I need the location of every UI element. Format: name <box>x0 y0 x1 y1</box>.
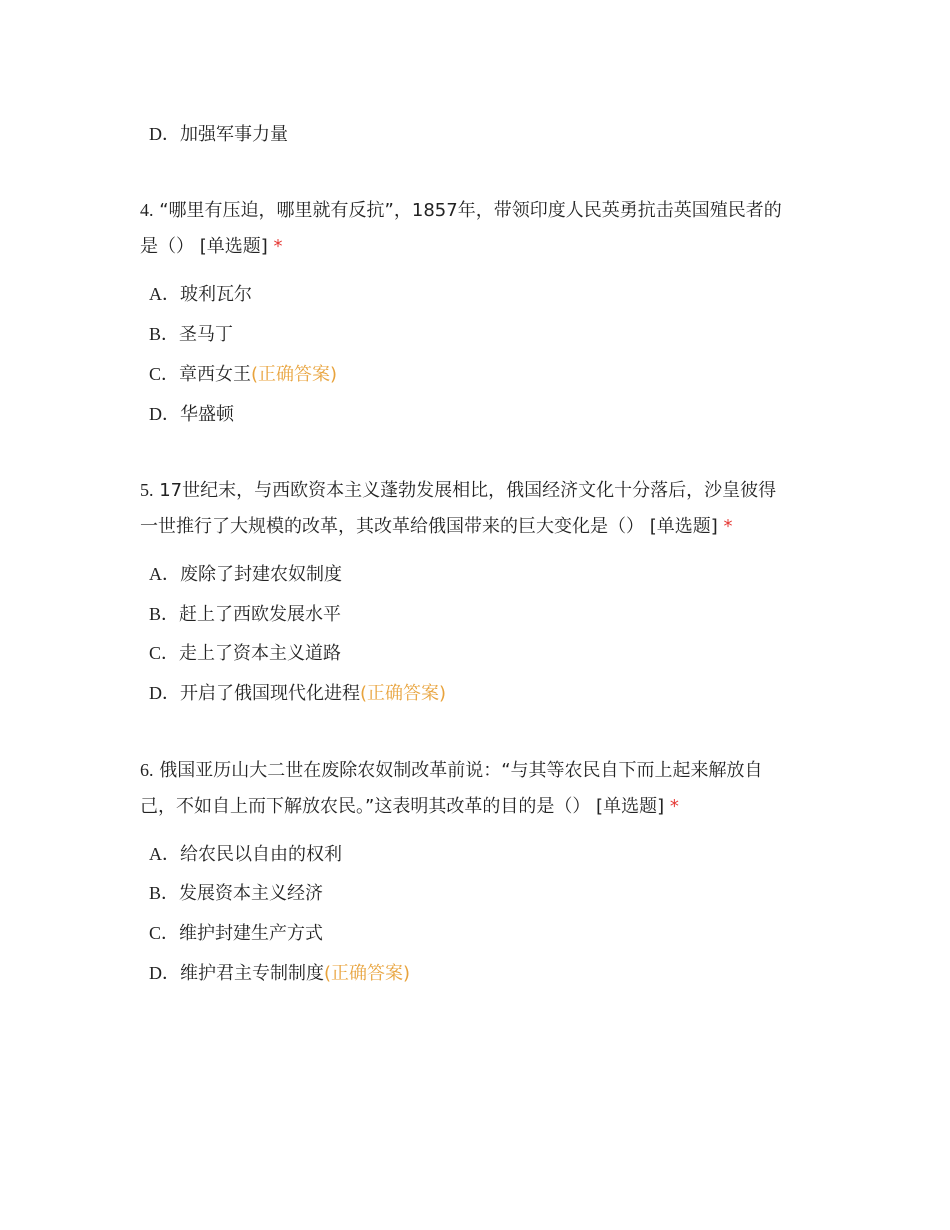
option-c-q6 <box>149 921 323 946</box>
option-text: 维护君主专制制度 <box>180 963 324 984</box>
option-text: 加强军事力量 <box>180 124 288 145</box>
option-text: 华盛顿 <box>180 404 234 425</box>
question-text: 一世推行了大规模的改革，其改革给俄国带来的巨大变化是（） <box>140 516 650 537</box>
option-letter: C． <box>149 643 180 663</box>
question-text: 己，不如自上而下解放农民。”这表明其改革的目的是（） <box>140 796 597 817</box>
option-letter: D． <box>149 404 180 424</box>
question-type-tag: [单选题] <box>199 236 268 257</box>
question-5-stem-line-1 <box>140 478 776 503</box>
option-text: 圣马丁 <box>179 324 234 345</box>
option-b-q5 <box>149 602 341 627</box>
option-d-q4 <box>149 402 234 427</box>
option-letter: B． <box>149 604 180 624</box>
option-letter: A． <box>149 564 180 584</box>
question-4-stem-line-2 <box>140 235 283 259</box>
option-c-q5 <box>149 641 341 666</box>
option-letter: B． <box>149 324 180 344</box>
option-text: 章西女王 <box>179 364 252 385</box>
option-a-q4 <box>149 282 252 307</box>
option-c-q4 <box>149 362 337 387</box>
option-b-q6 <box>149 881 323 906</box>
option-text: 维护封建生产方式 <box>179 923 324 944</box>
option-text: 走上了资本主义道路 <box>179 643 342 664</box>
option-letter: B． <box>149 883 180 903</box>
option-d-q5 <box>149 681 446 706</box>
question-number: 5. <box>140 480 154 500</box>
question-number: 6. <box>140 760 154 780</box>
option-text: 开启了俄国现代化进程 <box>180 683 360 704</box>
question-6-stem-line-1 <box>140 758 763 783</box>
correct-answer-marker: (正确答案) <box>251 364 338 385</box>
option-a-q6 <box>149 842 342 867</box>
question-5-stem-line-2 <box>140 515 733 539</box>
correct-answer-marker: (正确答案) <box>324 963 411 984</box>
option-letter: D． <box>149 683 180 703</box>
question-text: 17世纪末，与西欧资本主义蓬勃发展相比，俄国经济文化十分落后，沙皇彼得 <box>159 480 777 501</box>
question-4-stem-line-1 <box>140 198 782 223</box>
option-text: 给农民以自由的权利 <box>180 844 342 865</box>
required-marker: * <box>723 516 733 537</box>
question-text: “哪里有压迫，哪里就有反抗”，1857年，带领印度人民英勇抗击英国殖民者的 <box>159 200 782 221</box>
question-type-tag: [单选题] <box>596 796 665 817</box>
option-letter: C． <box>149 364 180 384</box>
option-letter: C． <box>149 923 180 943</box>
required-marker: * <box>669 796 679 817</box>
question-text: 俄国亚历山大二世在废除农奴制改革前说：“与其等农民自下而上起来解放自 <box>159 760 763 781</box>
question-number: 4. <box>140 200 154 220</box>
question-text: 是（） <box>140 236 200 257</box>
question-type-tag: [单选题] <box>649 516 718 537</box>
option-letter: D． <box>149 963 180 983</box>
option-text: 废除了封建农奴制度 <box>180 564 342 585</box>
option-text: 玻利瓦尔 <box>180 284 252 305</box>
question-6-stem-line-2 <box>140 795 679 819</box>
option-letter: D． <box>149 124 180 144</box>
correct-answer-marker: (正确答案) <box>360 683 447 704</box>
option-letter: A． <box>149 844 180 864</box>
required-marker: * <box>273 236 283 257</box>
option-text: 发展资本主义经济 <box>179 883 324 904</box>
option-b-q4 <box>149 322 233 347</box>
option-d-q3 <box>149 122 288 147</box>
option-a-q5 <box>149 562 342 587</box>
option-text: 赶上了西欧发展水平 <box>179 604 342 625</box>
option-d-q6 <box>149 961 410 986</box>
option-letter: A． <box>149 284 180 304</box>
